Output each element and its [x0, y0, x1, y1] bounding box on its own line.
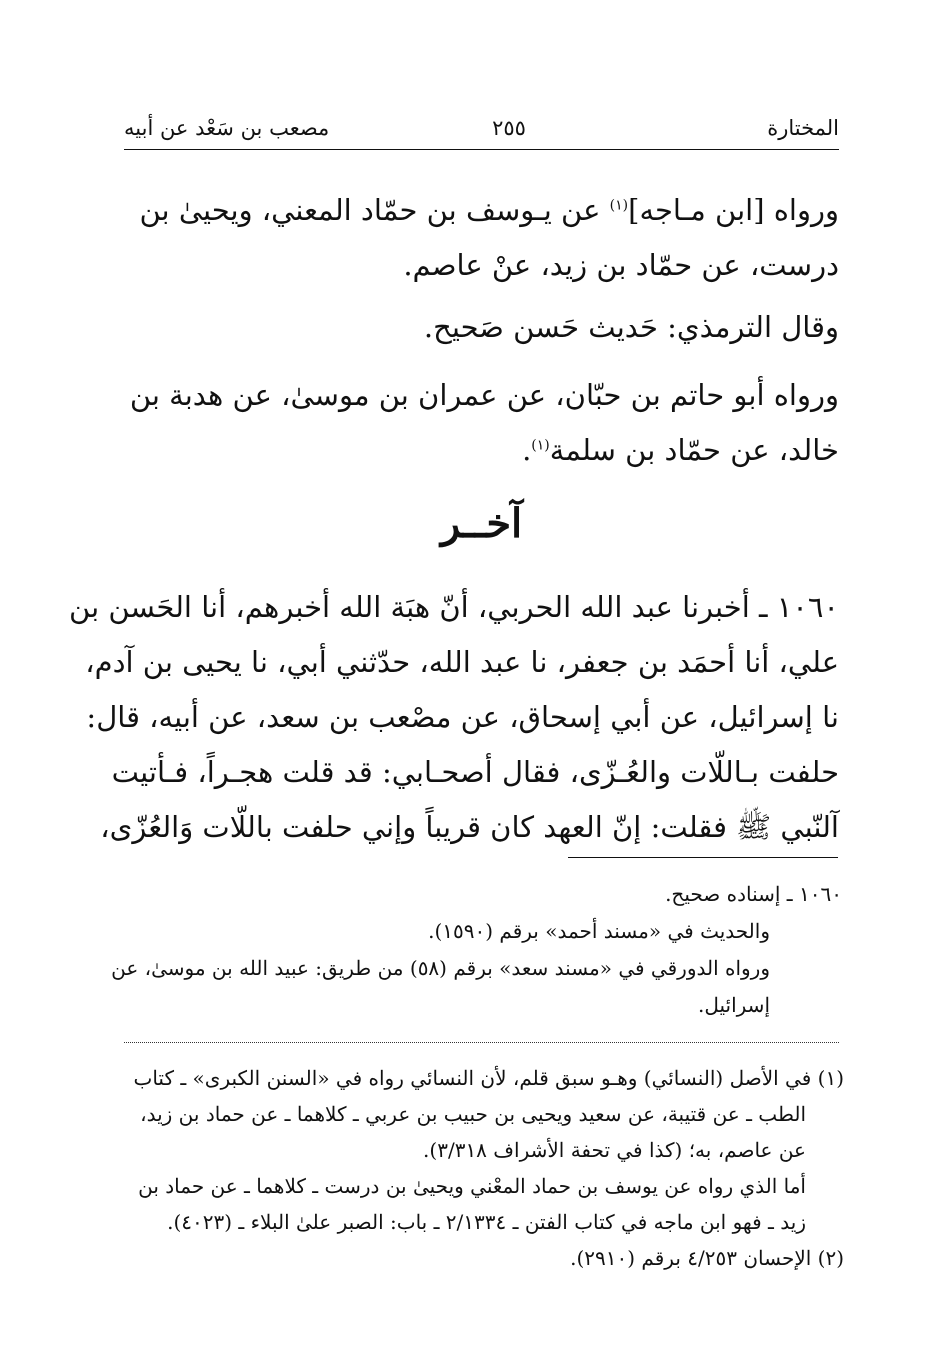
footnotes [124, 1060, 844, 1276]
note-line: ١٠٦٠ ـ إسناده صحيح. [665, 882, 842, 906]
paragraph-ibn-majah [124, 183, 839, 293]
hadith-text [69, 580, 839, 855]
paragraph-line [124, 183, 839, 238]
text-run: ورواه [ابن مـاجه] [628, 193, 839, 227]
note-line: ورواه الدورقي في «مسند سعد» برقم (٥٨) من طريق: عبيد الله بن موسىٰ، عن [111, 956, 770, 980]
header-rule [124, 149, 839, 150]
hadith-notes [111, 876, 842, 1024]
chapter-title: مصعب بن سَعْد عن أبيه [124, 116, 330, 140]
note-line: إسرائيل. [697, 993, 770, 1017]
paragraph-line [124, 423, 839, 478]
footnote-line: زيد ـ فهو ابن ماجه في كتاب الفتن ـ ٢/١٣٣٤ ـ باب: الصبر علىٰ البلاء ـ (٤٠٢٣). [167, 1210, 806, 1234]
page-number: ٢٥٥ [492, 116, 526, 140]
note-line: والحديث في «مسند أحمد» برقم (١٥٩٠). [428, 919, 770, 943]
hadith-line: نا إسرائيل، عن أبي إسحاق، عن مصْعب بن سعد، عن أبيه، قال: [86, 700, 839, 734]
footnote-line: (١) في الأصل (النسائي) وهـو سبق قلم، لأن النسائي رواه في «السنن الكبرى» ـ كتاب [133, 1066, 844, 1090]
footnote-line: الطب ـ عن قتيبة، عن سعيد ويحيى بن حبيب بن عربي ـ كلاهما ـ عن حماد بن زيد، [140, 1102, 806, 1126]
paragraph-tirmidhi [124, 300, 839, 355]
paragraph-abu-hatim [124, 368, 839, 478]
paragraph-line: درست، عن حمّاد بن زيد، عنْ عاصم. [403, 248, 839, 282]
footnote-line: (٢) الإحسان ٤/٢٥٣ برقم (٢٩١٠). [570, 1246, 844, 1270]
hadith-line: حلفت بـاللّات والعُـزّى، فقال أصحـابي: قد قلت هجـراً، فـأتيت [111, 755, 839, 789]
hadith-line: ١٠٦٠ ـ أخبرنا عبد الله الحربي، أنّ هبَة الله أخبرهم، أنا الحَسن بن [69, 590, 839, 624]
book-title: المختارة [767, 116, 839, 140]
paragraph-line: وقال الترمذي: حَديث حَسن صَحيح. [423, 310, 839, 344]
footnote-ref: (١) [609, 197, 629, 214]
notes-separator [568, 857, 838, 858]
footnotes-separator [124, 1042, 839, 1043]
text-run: . [522, 433, 532, 467]
footnote-line: أما الذي رواه عن يوسف بن حماد المعْني ويحيىٰ بن درست ـ كلاهما ـ عن حماد بن [138, 1174, 806, 1198]
running-header [124, 112, 839, 148]
text-run: خالد، عن حمّاد بن سلمة [549, 433, 839, 467]
footnote-line: عن عاصم، به؛ (كذا في تحفة الأشراف ٣/٣١٨). [423, 1138, 806, 1162]
hadith-line: آلنّبي ﷺ فقلت: إنّ العهد كان قريباً وإني حلفت باللّات وَالعُزّى، [100, 810, 839, 844]
paragraph-line: ورواه أبو حاتم بن حبّان، عن عمران بن موسىٰ، عن هدبة بن [129, 378, 839, 412]
text-run: عن يـوسف بن حمّاد المعني، ويحيىٰ بن [139, 193, 610, 227]
section-title: آخــر [440, 500, 523, 547]
footnote-ref: (١) [531, 437, 550, 454]
hadith-line: علي، أنا أحمَد بن جعفر، نا عبد الله، حدّثني أبي، نا يحيى بن آدم، [85, 645, 839, 679]
